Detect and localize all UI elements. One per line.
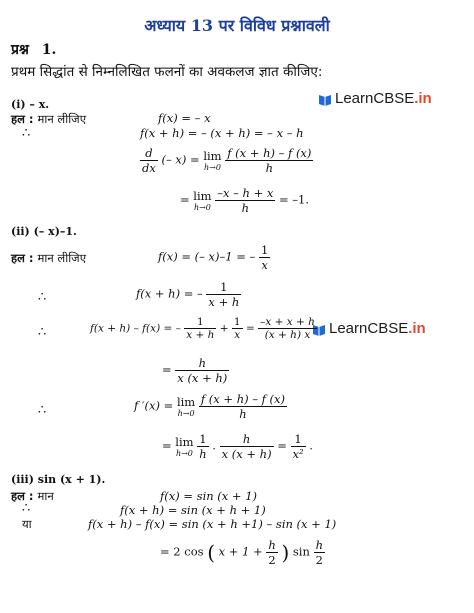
p2-step1: f(x) = (– x)–1 = – $\frac{1}{x}$ bbox=[158, 243, 269, 272]
p3-step2: f(x + h) = sin (x + h + 1) bbox=[120, 503, 266, 517]
book-icon bbox=[318, 92, 332, 106]
p1-step2: f(x + h) = – (x + h) = – x – h bbox=[140, 126, 304, 140]
limit: lim h→0 bbox=[203, 149, 222, 172]
part-1-label: (i) – x. bbox=[11, 98, 50, 111]
part-2-hal: हल : मान लीजिए bbox=[11, 251, 87, 265]
p3-step1: f(x) = sin (x + 1) bbox=[160, 489, 258, 503]
part-3-hal: हल : मान bbox=[11, 489, 54, 503]
part-2-label: (ii) (– x)–1. bbox=[11, 225, 77, 238]
part-1-hal bbox=[11, 112, 86, 127]
p3-step3: f(x + h) – f(x) = sin (x + h +1) – sin (x + 1) bbox=[88, 517, 337, 531]
p2-step4: = $\frac{h}{x (x + h)}$ bbox=[162, 356, 228, 385]
chapter-title: अध्याय 13 पर विविध प्रश्नावली bbox=[144, 16, 330, 35]
logo-main: LearnCBSE bbox=[335, 90, 415, 107]
p1-step1: f(x) = – x bbox=[158, 111, 211, 125]
question-heading bbox=[11, 40, 56, 59]
therefore-symbol: ∴ bbox=[22, 501, 31, 516]
p1-step3-fraction: $\frac{f (x + h) - f (x)}{h}$ bbox=[227, 146, 312, 175]
question-number: 1. bbox=[41, 42, 57, 58]
therefore-symbol: ∴ bbox=[38, 290, 47, 305]
p3-step4: = 2 cos ( x + 1 + $\frac{h}{2}$ ) sin $\frac{h}{2}$ bbox=[160, 538, 323, 567]
maan-lijiye: मान लीजिए bbox=[37, 112, 87, 126]
ya-label: या bbox=[22, 517, 32, 531]
question-label: प्रश्न bbox=[11, 42, 29, 58]
logo-suffix: .in bbox=[414, 90, 432, 107]
therefore-symbol: ∴ bbox=[38, 403, 47, 418]
d-dx: $\frac{d}{dx}$ bbox=[142, 146, 156, 175]
hal-label: हल : bbox=[11, 112, 34, 126]
learncbse-logo bbox=[318, 90, 432, 107]
therefore-symbol: ∴ bbox=[38, 325, 47, 340]
learncbse-logo: LearnCBSE .in bbox=[312, 320, 426, 337]
p2-step2: f(x + h) = – $\frac{1}{x + h}$ bbox=[136, 280, 240, 309]
p2-step3: f(x + h) – f(x) = – $\frac{1}{x + h}$ + $\frac{1}{x}$ = $\frac{-x + x + h}{(x + h) x}$ bbox=[90, 316, 315, 341]
p2-step6: = lim h→0 $\frac{1}{h}$ . $\frac{h}{x (x + h)}$ = $\frac{1}{\text{x²}}$ . bbox=[162, 432, 313, 461]
p2-step5: f ′(x) = lim h→0 $\frac{f (x + h) - f (x)}{h}$ bbox=[134, 392, 286, 421]
instruction: प्रथम सिद्धांत से निम्नलिखित फलनों का अवकलज ज्ञात कीजिए: bbox=[11, 64, 323, 80]
p1-step3: $\frac{d}{dx}$ (– x) = lim h→0 $\frac{f (x + h) - f (x)}{h}$ bbox=[142, 146, 312, 175]
part-3-label: (iii) sin (x + 1). bbox=[11, 473, 106, 486]
therefore-symbol: ∴ bbox=[22, 126, 31, 141]
p1-step4: = lim h→0 $\frac{-x - h + x}{h}$ = –1. bbox=[180, 186, 310, 215]
